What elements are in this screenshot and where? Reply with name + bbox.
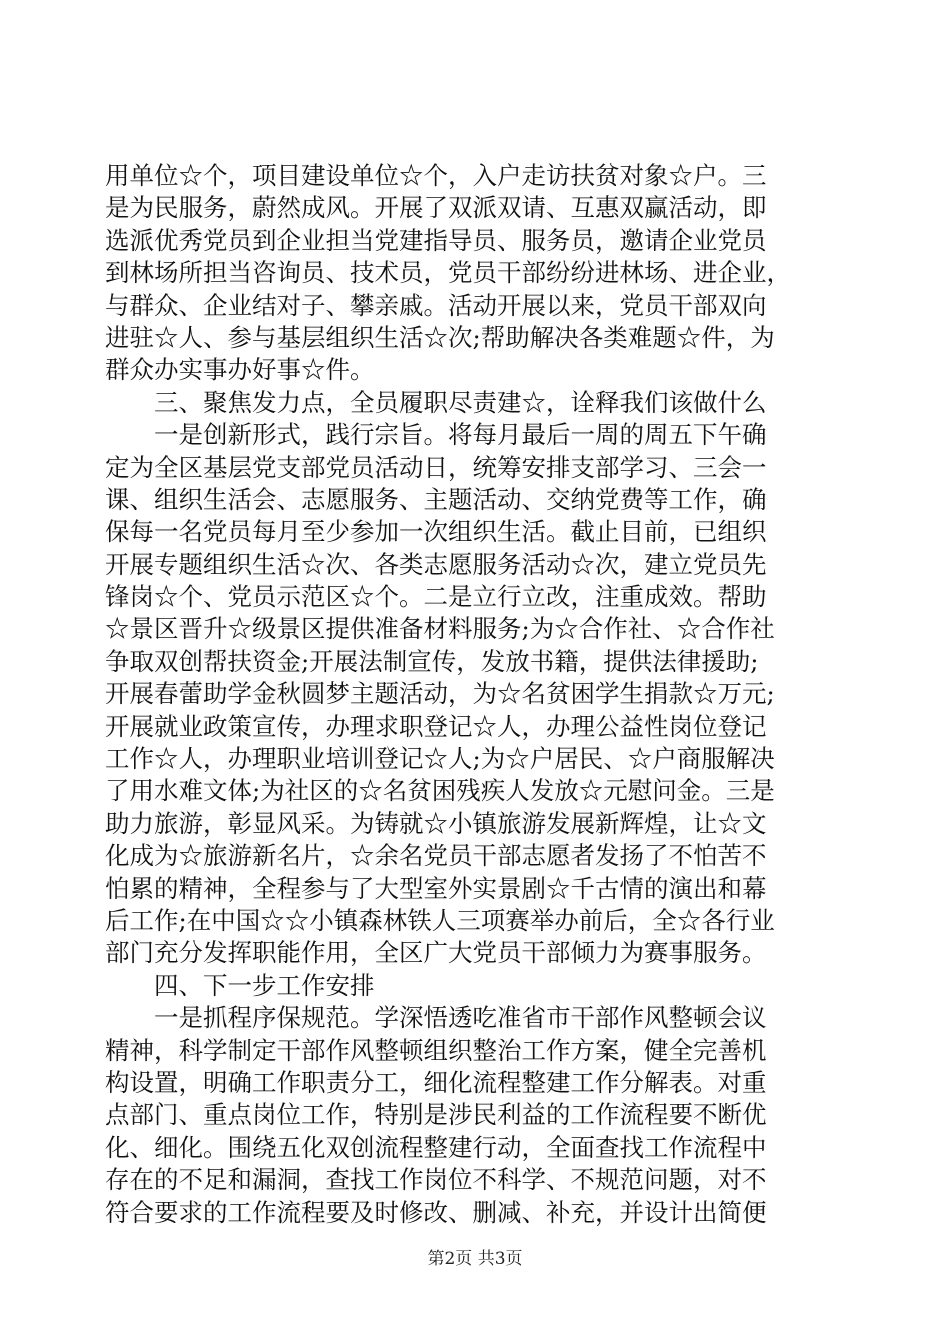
text-line: 精神，科学制定干部作风整顿组织整治工作方案，健全完善机 <box>105 1035 767 1065</box>
text-line: 助力旅游，彰显风采。为铸就☆小镇旅游发展新辉煌，让☆文 <box>105 808 767 838</box>
text-line: 定为全区基层党支部党员活动日，统筹安排支部学习、三会一 <box>105 452 767 482</box>
text-line: 三、聚焦发力点，全员履职尽责建☆，诠释我们该做什么 <box>154 387 767 417</box>
text-line: 开展就业政策宣传，办理求职登记☆人，办理公益性岗位登记 <box>105 711 767 741</box>
text-line: 用单位☆个，项目建设单位☆个，入户走访扶贫对象☆户。三 <box>105 161 767 190</box>
text-line: 工作☆人，办理职业培训登记☆人;为☆户居民、☆户商服解决 <box>105 744 775 774</box>
page-number-label: 第2页 共3页 <box>427 1249 523 1269</box>
text-line: 一是抓程序保规范。学深悟透吃准省市干部作风整顿会议 <box>154 1003 767 1033</box>
text-line: 符合要求的工作流程要及时修改、删减、补充，并设计出简便 <box>105 1197 767 1227</box>
text-line: 化成为☆旅游新名片，☆余名党员干部志愿者发扬了不怕苦不 <box>105 841 767 871</box>
text-line: 是为民服务，蔚然成风。开展了双派双请、互惠双赢活动，即 <box>105 193 767 223</box>
text-line: 课、组织生活会、志愿服务、主题活动、交纳党费等工作，确 <box>105 484 767 514</box>
text-line: 点部门、重点岗位工作，特别是涉民利益的工作流程要不断优 <box>105 1100 767 1130</box>
text-line: 进驻☆人、参与基层组织生活☆次;帮助解决各类难题☆件，为 <box>105 322 775 352</box>
text-line: 后工作;在中国☆☆小镇森林铁人三项赛举办前后，全☆各行业 <box>105 905 775 935</box>
text-line: 群众办实事办好事☆件。 <box>105 355 375 385</box>
text-line: 化、细化。围绕五化双创流程整建行动，全面查找工作流程中 <box>105 1132 767 1162</box>
text-line: 保每一名党员每月至少参加一次组织生活。截止目前，已组织 <box>105 517 767 547</box>
page-footer <box>0 1244 950 1269</box>
text-line: 存在的不足和漏洞，查找工作岗位不科学、不规范问题，对不 <box>105 1165 767 1195</box>
text-line: 与群众、企业结对子、攀亲戚。活动开展以来，党员干部双向 <box>105 290 767 320</box>
text-line: 一是创新形式，践行宗旨。将每月最后一周的周五下午确 <box>154 420 767 450</box>
text-line: 锋岗☆个、党员示范区☆个。二是立行立改，注重成效。帮助 <box>105 582 767 612</box>
text-line: 了用水难文体;为社区的☆名贫困残疾人发放☆元慰问金。三是 <box>105 776 775 806</box>
text-line: 构设置，明确工作职责分工，细化流程整建工作分解表。对重 <box>105 1067 767 1097</box>
document-body <box>105 160 835 1229</box>
text-line: 怕累的精神，全程参与了大型室外实景剧☆千古情的演出和幕 <box>105 873 767 903</box>
text-line: 选派优秀党员到企业担当党建指导员、服务员，邀请企业党员 <box>105 225 767 255</box>
text-line: 四、下一步工作安排 <box>154 970 375 1000</box>
text-line: 部门充分发挥职能作用，全区广大党员干部倾力为赛事服务。 <box>105 938 767 968</box>
text-line: 到林场所担当咨询员、技术员，党员干部纷纷进林场、进企业， <box>105 258 791 288</box>
text-line: 争取双创帮扶资金;开展法制宣传，发放书籍，提供法律援助; <box>105 646 759 676</box>
text-line: 开展专题组织生活☆次、各类志愿服务活动☆次，建立党员先 <box>105 549 767 579</box>
text-line: ☆景区晋升☆级景区提供准备材料服务;为☆合作社、☆合作社 <box>105 614 775 644</box>
text-line: 开展春蕾助学金秋圆梦主题活动，为☆名贫困学生捐款☆万元; <box>105 679 775 709</box>
